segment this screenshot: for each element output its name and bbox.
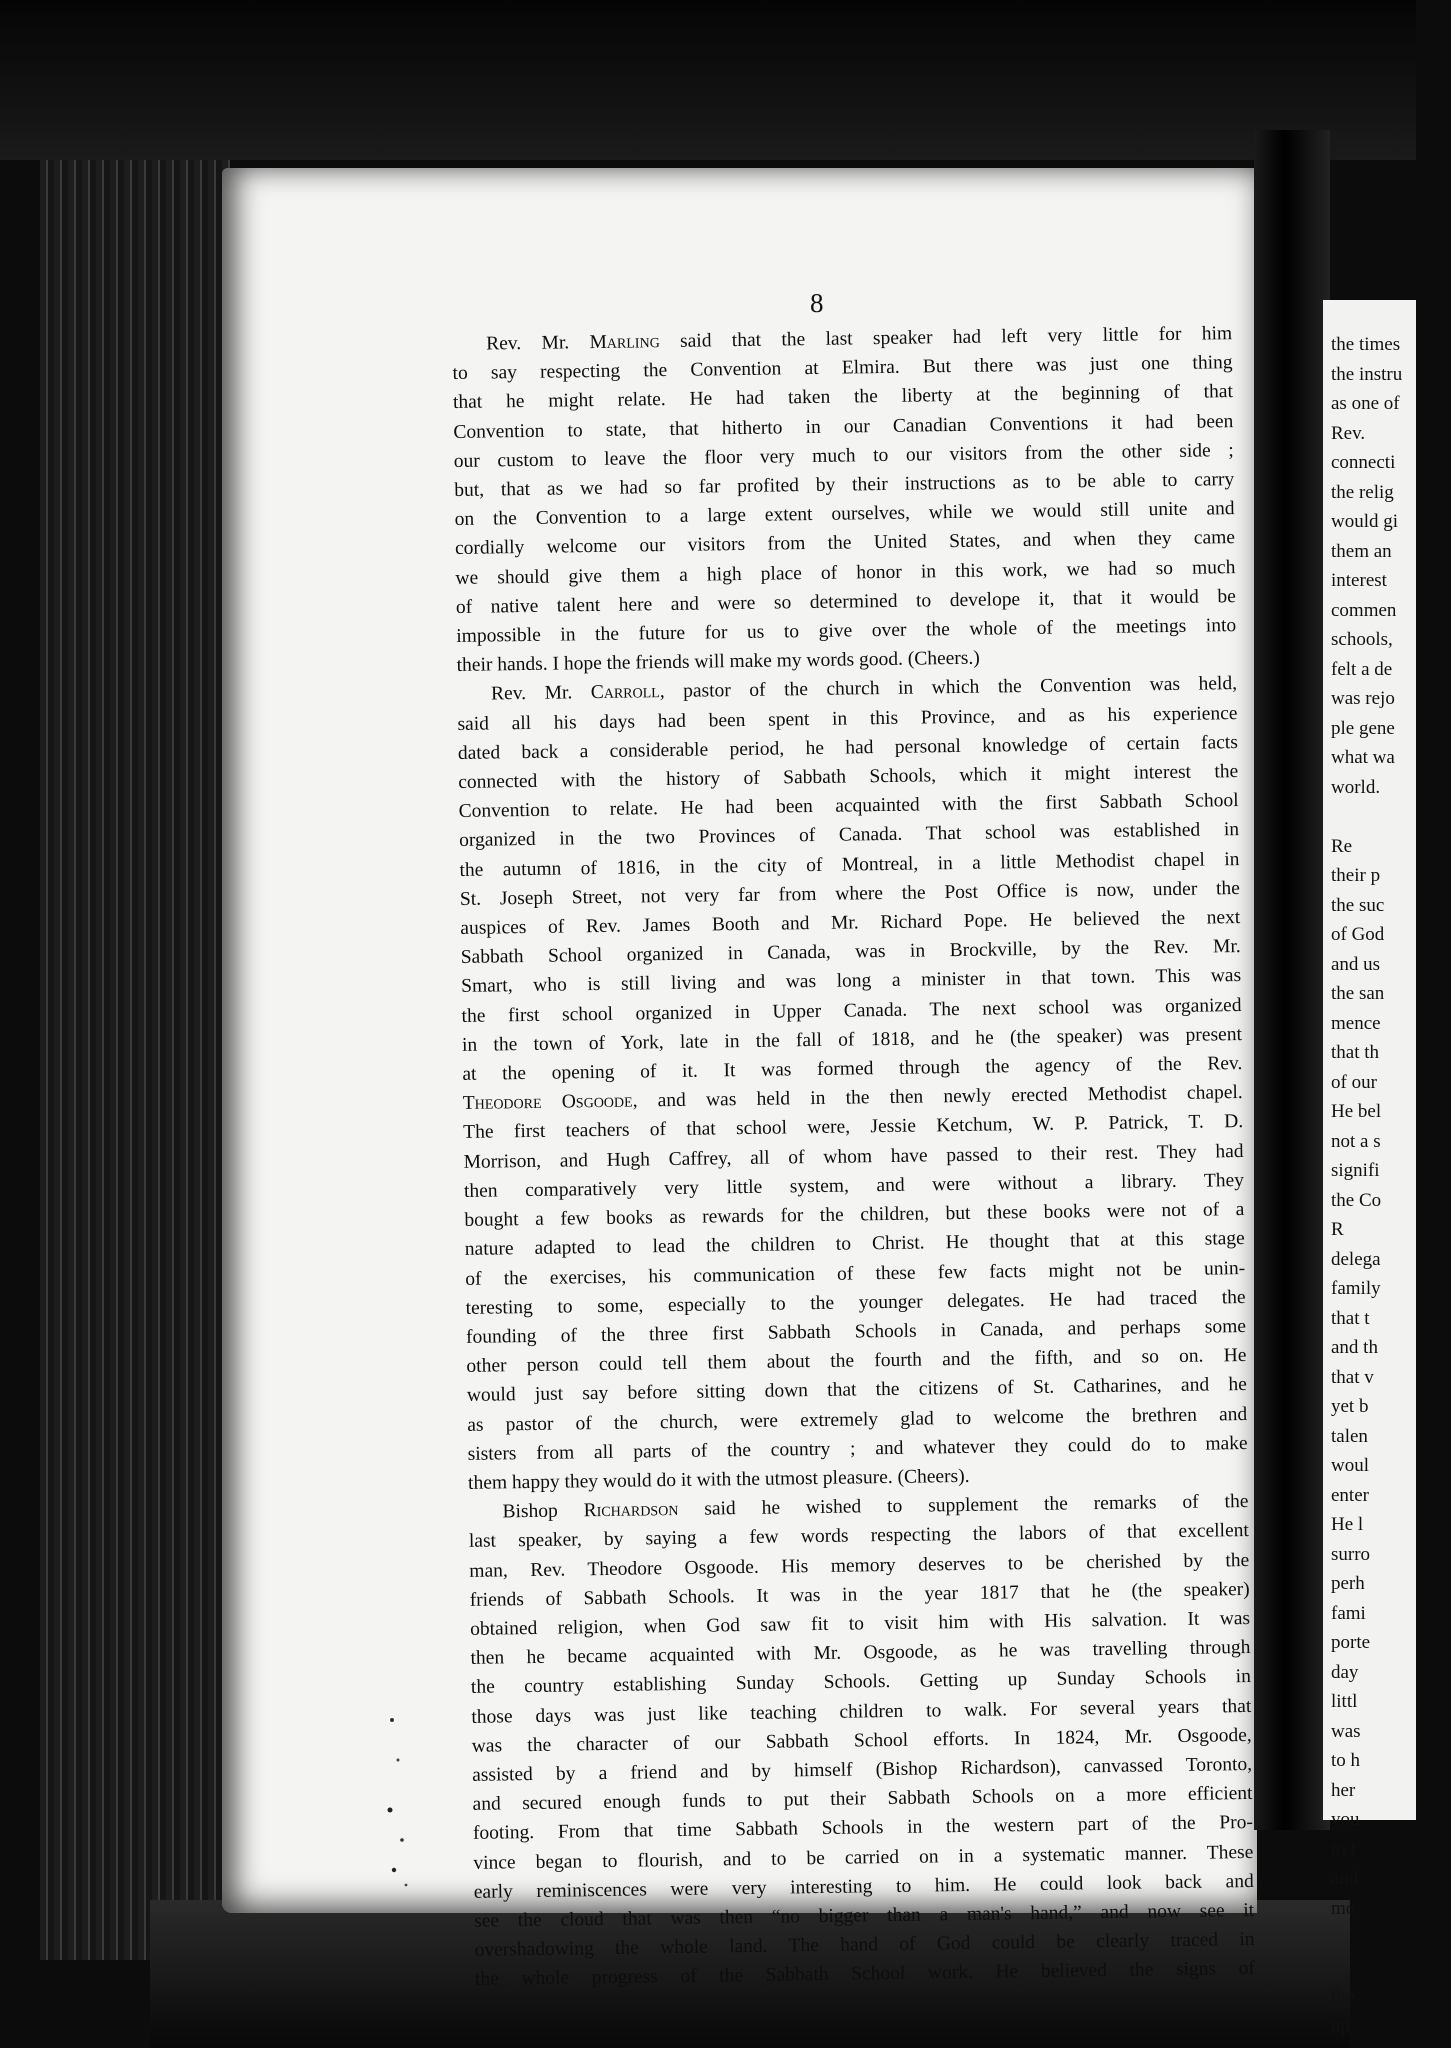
text-line: the whole progress of the Sabbath School work. He believed the signs of [474, 1958, 1256, 1991]
text-line: cordially welcome our visitors from the United States, and when they came [454, 527, 1236, 560]
facing-text-line: the instru [1331, 363, 1403, 385]
text-line: founding of the three first Sabbath Schools in Canada, and perhaps some [465, 1315, 1247, 1348]
text-line: those days was just like teaching children to walk. For several years that [471, 1695, 1252, 1728]
facing-text-line: the suc [1331, 894, 1385, 916]
facing-text-line: to t [1331, 1838, 1356, 1860]
facing-text-line: the relig [1331, 481, 1394, 503]
facing-text-line: talen [1331, 1425, 1368, 1447]
text-line: dated back a considerable period, he had personal knowledge of certain facts [457, 731, 1238, 764]
text-line: auspices of Rev. James Booth and Mr. Richard Pope. He believed the next [460, 907, 1241, 940]
facing-text-line [1331, 1953, 1451, 1983]
text-line: Sabbath School organized in Canada, was in Brockville, by the Rev. Mr. [460, 936, 1241, 969]
facing-text-line: He l [1331, 1514, 1364, 1535]
facing-text-line: ple gene [1331, 717, 1395, 739]
facing-text-line: schools, [1331, 629, 1393, 650]
facing-text-line: mo [1331, 1897, 1356, 1919]
speaker-name: Marling [589, 331, 660, 354]
text-line: other person could tell them about the fourth and the fifth, and so on. He [466, 1345, 1247, 1378]
text-line: our custom to leave the floor very much to our visitors from the other side ; [453, 439, 1234, 472]
facing-text-line: enter [1331, 1484, 1369, 1506]
text-line: teresting to some, especially to the younger delegates. He had traced the [465, 1286, 1246, 1319]
text-line: early reminiscences were very interesting to him. He could look back and [473, 1870, 1254, 1903]
speaker-name: Richardson [583, 1499, 679, 1522]
text-line: organized in the two Provinces of Canada. That school was established in [458, 819, 1240, 852]
text-line: in the town of York, late in the fall of 1818, and he (the speaker) was present [461, 1023, 1243, 1056]
facing-text-line: He bel [1331, 1101, 1382, 1122]
scan-background-top [0, 0, 1416, 160]
facing-text-line: delega [1331, 1248, 1381, 1270]
book-page-edges [40, 160, 230, 1960]
facing-text-line: littl [1331, 1691, 1358, 1712]
facing-text-line: felt a de [1331, 658, 1393, 680]
facing-text-line: R [1331, 1219, 1344, 1240]
facing-text-line: mence [1331, 1012, 1381, 1034]
facing-text-line: day [1331, 1661, 1359, 1683]
text-line: would just say before sitting down that the citizens of St. Catharines, and he [466, 1374, 1247, 1407]
facing-text-line [1331, 1923, 1451, 1953]
text-line: The first teachers of that school were, Jessie Ketchum, W. P. Patrick, T. D. [463, 1111, 1244, 1144]
text-line: then he became acquainted with Mr. Osgoode, as he was travelling through [470, 1637, 1251, 1670]
facing-text-line: was [1331, 1720, 1361, 1742]
speaker-name: Theodore Osgoode [462, 1090, 633, 1115]
text-line: connected with the history of Sabbath Schools, which it might interest the [458, 761, 1239, 794]
text-line: man, Rev. Theodore Osgoode. His memory deserves to be cherished by the [469, 1549, 1250, 1582]
facing-text-line: signifi [1331, 1160, 1380, 1181]
text-line: nature adapted to lead the children to Christ. He thought that at this stage [464, 1228, 1245, 1261]
text-line: St. Joseph Street, not very far from where the Post Office is now, under the [459, 877, 1241, 910]
text-line: and secured enough funds to put their Sabbath Schools on a more efficient [472, 1783, 1253, 1816]
text-line: that he might relate. He had taken the liberty at the beginning of that [452, 381, 1234, 414]
text-line: vince began to flourish, and to be carried on in a systematic manner. These [473, 1841, 1254, 1874]
text-line: of the exercises, his communication of these few facts might not be unin- [465, 1257, 1246, 1290]
facing-text-line: would gi [1331, 511, 1399, 532]
text-line: the autumn of 1816, in the city of Montreal, in a little Methodist chapel in [459, 848, 1240, 881]
facing-text-line: as one of [1331, 393, 1400, 414]
facing-text-line [1331, 802, 1451, 832]
text-line: then comparatively very little system, and were without a library. They [463, 1169, 1245, 1202]
text-line: at the opening of it. It was formed through the agency of the Rev. [462, 1053, 1243, 1086]
text-line: the first school organized in Upper Canada. The next school was organized [461, 994, 1242, 1027]
facing-text-line: commen [1331, 599, 1397, 621]
text-line: the country establishing Sunday Schools. Getting up Sunday Schools in [470, 1666, 1252, 1699]
facing-text-line: Re [1331, 835, 1353, 857]
facing-text-line: that t [1331, 1307, 1370, 1329]
facing-text-line: not a s [1331, 1130, 1381, 1152]
text-line: overshadowing the whole land. The hand of God could be clearly traced in [474, 1929, 1255, 1962]
facing-text-line: world. [1331, 776, 1381, 798]
facing-text-line: their p [1331, 865, 1381, 886]
text-line: Rev. Mr. Carroll, pastor of the church in which the Convention was held, [490, 673, 1238, 705]
text-line: Convention to state, that hitherto in our Canadian Conventions it had been [453, 410, 1234, 443]
text-line: sisters from all parts of the country ; and whatever they could do to make [467, 1432, 1248, 1465]
text-line: their hands. I hope the friends will make my words good. (Cheers.) [456, 647, 980, 677]
facing-text-line: Rev. [1331, 422, 1366, 444]
facing-page-text [1331, 330, 1451, 2041]
text-line: as pastor of the church, were extremely glad to welcome the brethren and [467, 1403, 1248, 1436]
text-line: on the Convention to a large extent ourselves, while we would still unite and [454, 498, 1235, 531]
facing-text-line: that th [1331, 1042, 1380, 1063]
page-body-text [452, 319, 1255, 1994]
text-line: footing. From that time Sabbath Schools in the western part of the Pro- [472, 1812, 1254, 1845]
facing-text-line: to h [1331, 1750, 1361, 1771]
facing-text-line: her [1331, 1779, 1356, 1801]
text-line: of native talent here and were so determined to develope it, that it would be [455, 585, 1236, 618]
stain-specks [380, 1700, 460, 1900]
book-gutter [1254, 130, 1330, 1830]
book-page-right [1323, 300, 1416, 2037]
facing-text-line: them an [1331, 540, 1392, 562]
text-line: impossible in the future for us to give over the whole of the meetings into [456, 615, 1237, 648]
page-number: 8 [810, 288, 824, 318]
text-line: bought a few books as rewards for the children, but these books were not of a [464, 1199, 1245, 1232]
text-line: Smart, who is still living and was long a minister in that town. This was [461, 965, 1242, 998]
text-line: assisted by a friend and by himself (Bishop Richardson), canvassed Toronto, [472, 1753, 1253, 1786]
facing-text-line: surro [1331, 1543, 1371, 1565]
text-line: we should give them a high place of honor in this work, we had so much [455, 556, 1236, 589]
text-line: said all his days had been spent in this Province, and as his experience [457, 702, 1238, 735]
text-line: Morrison, and Hugh Caffrey, all of whom have passed to their rest. They had [463, 1140, 1244, 1173]
facing-text-line: of God [1331, 924, 1385, 945]
facing-text-line: up [1331, 2015, 1350, 2037]
text-line: them happy they would do it with the utmost pleasure. (Cheers). [467, 1465, 970, 1494]
facing-text-line: and [1331, 1868, 1359, 1889]
facing-text-line: and us [1331, 953, 1381, 975]
text-line: but, that as we had so far profited by their instructions as to be able to carry [454, 469, 1235, 501]
facing-text-line: yet b [1331, 1396, 1369, 1417]
text-line: Rev. Mr. Marling said that the last speaker had left very little for him [486, 323, 1233, 355]
text-line: obtained religion, when God saw fit to visit him with His salvation. It was [469, 1607, 1251, 1640]
text-line: Theodore Osgoode, and was held in the then newly erected Methodist chapel. [462, 1082, 1243, 1115]
text-line: to say respecting the Convention at Elmira. But there was just one thing [452, 352, 1233, 385]
facing-text-line: connecti [1331, 452, 1396, 473]
facing-text-line: the [1331, 1986, 1355, 2007]
facing-text-line: the Co [1331, 1189, 1382, 1211]
text-line: was the character of our Sabbath School efforts. In 1824, Mr. Osgoode, [471, 1724, 1252, 1757]
facing-text-line: that v [1331, 1366, 1374, 1388]
facing-text-line: what wa [1331, 747, 1395, 768]
facing-text-line: perh [1331, 1573, 1365, 1594]
facing-text-line: the san [1331, 983, 1385, 1004]
text-line: friends of Sabbath Schools. It was in the year 1817 that he (the speaker) [469, 1578, 1250, 1611]
facing-text-line: interest [1331, 570, 1387, 591]
facing-text-line: fami [1331, 1602, 1366, 1624]
text-line: Convention to relate. He had been acquainted with the first Sabbath School [458, 790, 1239, 823]
facing-text-line: porte [1331, 1632, 1371, 1653]
facing-text-line: and th [1331, 1337, 1378, 1358]
text-line: see the cloud that was then “no bigger than a man's hand,” and now see it [474, 1899, 1255, 1932]
facing-text-line: family [1331, 1278, 1381, 1299]
facing-text-line: you [1331, 1809, 1360, 1830]
text-line: last speaker, by saying a few words respecting the labors of that excellent [468, 1520, 1249, 1553]
facing-text-line: was rejo [1331, 688, 1395, 709]
facing-text-line: the times [1331, 334, 1401, 355]
speaker-name: Carroll [590, 681, 660, 704]
text-line: Bishop Richardson said he wished to supplement the remarks of the [502, 1491, 1249, 1523]
facing-text-line: of our [1331, 1071, 1377, 1093]
facing-text-line: woul [1331, 1455, 1369, 1476]
